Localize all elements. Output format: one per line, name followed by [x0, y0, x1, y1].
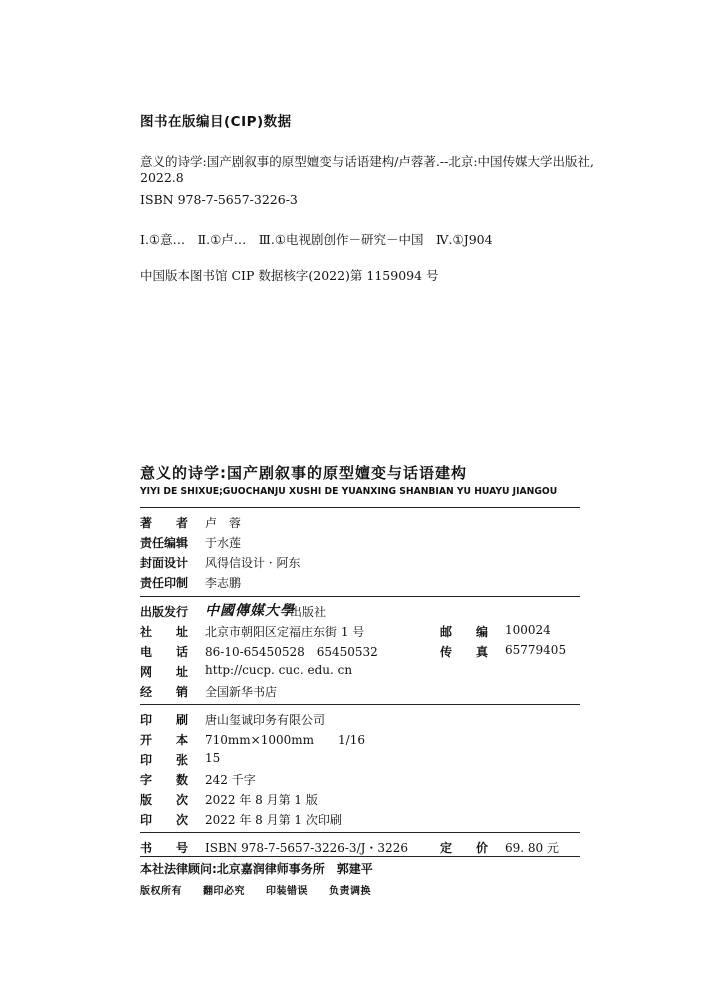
sheets-label: 印 张 [140, 753, 189, 767]
fax-label: 传 真 [440, 645, 489, 659]
divider [140, 856, 580, 857]
legal-counsel: 本社法律顾问:北京嘉润律师事务所 郭建平 [140, 862, 373, 876]
printing-value: 2022 年 8 月第 1 次印刷 [205, 813, 342, 827]
printing-label: 印 次 [140, 813, 189, 827]
book-title: 意义的诗学:国产剧叙事的原型嬗变与话语建构 [140, 464, 468, 482]
divider [140, 507, 580, 508]
cip-isbn: ISBN 978-7-5657-3226-3 [140, 192, 298, 207]
print-manager-label: 责任印制 [140, 576, 189, 590]
address-label: 社 址 [140, 625, 189, 639]
edition-value: 2022 年 8 月第 1 版 [205, 793, 318, 807]
edition-label: 版 次 [140, 793, 189, 807]
cip-entry-line1: 意义的诗学:国产剧叙事的原型嬗变与话语建构/卢蓉著.--北京:中国传媒大学出版社, [140, 154, 595, 169]
cip-entry-line2: 2022.8 [140, 170, 184, 185]
editor-label: 责任编辑 [140, 536, 189, 550]
postcode-value: 100024 [505, 623, 551, 637]
publisher-label: 出版发行 [140, 605, 189, 619]
sheets-value: 15 [205, 751, 221, 765]
word-count-label: 字 数 [140, 773, 189, 787]
copyright-notice: 版权所有 翻印必究 印装错误 负责调换 [140, 886, 371, 897]
printer-label: 印 刷 [140, 713, 189, 727]
publisher-suffix: 出版社 [290, 605, 327, 619]
printer-value: 唐山玺诚印务有限公司 [205, 713, 326, 727]
cover-design-value: 风得信设计 · 阿东 [205, 556, 301, 570]
word-count-value: 242 千字 [205, 773, 256, 787]
website-label: 网 址 [140, 665, 189, 679]
divider [140, 596, 580, 597]
cip-heading: 图书在版编目(CIP)数据 [140, 114, 292, 130]
phone-value: 86-10-65450528 65450532 [205, 645, 378, 659]
editor-value: 于水莲 [205, 536, 242, 550]
isbn-value: ISBN 978-7-5657-3226-3/J・3226 [205, 841, 408, 855]
price-label: 定 价 [440, 841, 489, 855]
book-title-pinyin: YIYI DE SHIXUE;GUOCHANJU XUSHI DE YUANXING SHANBIAN YU HUAYU JIANGOU [140, 486, 558, 497]
distributor-value: 全国新华书店 [205, 685, 278, 699]
divider [140, 832, 580, 833]
author-label: 著 者 [140, 516, 189, 530]
website-value: http://cucp. cuc. edu. cn [205, 663, 353, 677]
publisher-logo: 中國傳媒大學 [205, 603, 295, 619]
cip-classification: Ⅰ.①意… Ⅱ.①卢… Ⅲ.①电视剧创作－研究－中国 Ⅳ.①J904 [140, 232, 493, 247]
fax-value: 65779405 [505, 643, 567, 657]
price-value: 69. 80 元 [505, 841, 559, 855]
cip-record-number: 中国版本图书馆 CIP 数据核字(2022)第 1159094 号 [140, 268, 439, 283]
phone-label: 电 话 [140, 645, 189, 659]
address-value: 北京市朝阳区定福庄东街 1 号 [205, 625, 365, 639]
cover-design-label: 封面设计 [140, 556, 189, 570]
format-label: 开 本 [140, 733, 189, 747]
isbn-label: 书 号 [140, 841, 189, 855]
print-manager-value: 李志鹏 [205, 576, 242, 590]
postcode-label: 邮 编 [440, 625, 489, 639]
author-value: 卢 蓉 [205, 516, 242, 530]
distributor-label: 经 销 [140, 685, 189, 699]
format-value: 710mm×1000mm 1/16 [205, 733, 365, 747]
divider [140, 704, 580, 705]
